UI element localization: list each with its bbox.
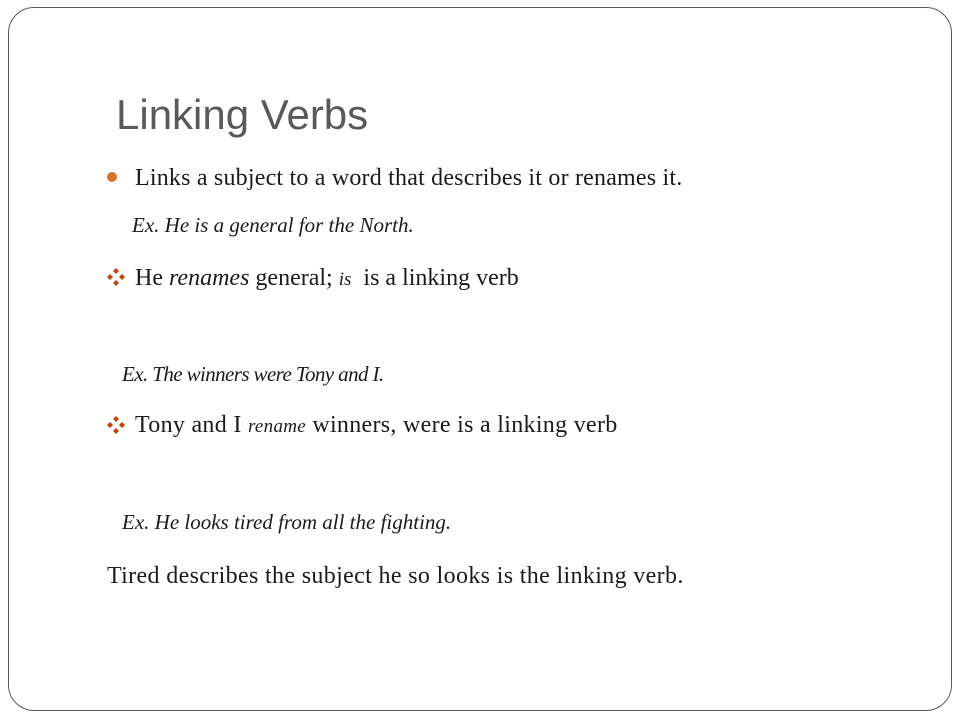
point-2-text-b: winners, were is a linking verb bbox=[306, 412, 618, 438]
bullet-definition: Links a subject to a word that describes it or renames it. bbox=[135, 165, 683, 191]
bullet-dot-icon bbox=[107, 172, 117, 182]
conclusion-text: Tired describes the subject he so looks is the linking verb. bbox=[107, 563, 684, 589]
slide bbox=[8, 7, 952, 711]
point-2-text-a: Tony and I bbox=[135, 412, 248, 438]
point-1-text-c: is a linking verb bbox=[351, 265, 519, 291]
point-1-text-b: general; bbox=[249, 265, 339, 291]
point-2-emphasis-rename: rename bbox=[247, 416, 307, 437]
point-1-text-a: He bbox=[135, 265, 169, 291]
example-3: Ex. He looks tired from all the fighting. bbox=[122, 510, 452, 534]
example-1: Ex. He is a general for the North. bbox=[132, 213, 414, 237]
point-1 bbox=[135, 266, 519, 290]
example-2: Ex. The winners were Tony and I. bbox=[122, 362, 384, 386]
diamond-bullet-icon bbox=[107, 416, 125, 434]
point-1-emphasis-is: is bbox=[338, 269, 352, 290]
diamond-bullet-icon bbox=[107, 268, 125, 286]
slide-title: Linking Verbs bbox=[116, 91, 369, 138]
point-2 bbox=[135, 413, 618, 437]
point-1-emphasis-renames: renames bbox=[168, 265, 250, 291]
